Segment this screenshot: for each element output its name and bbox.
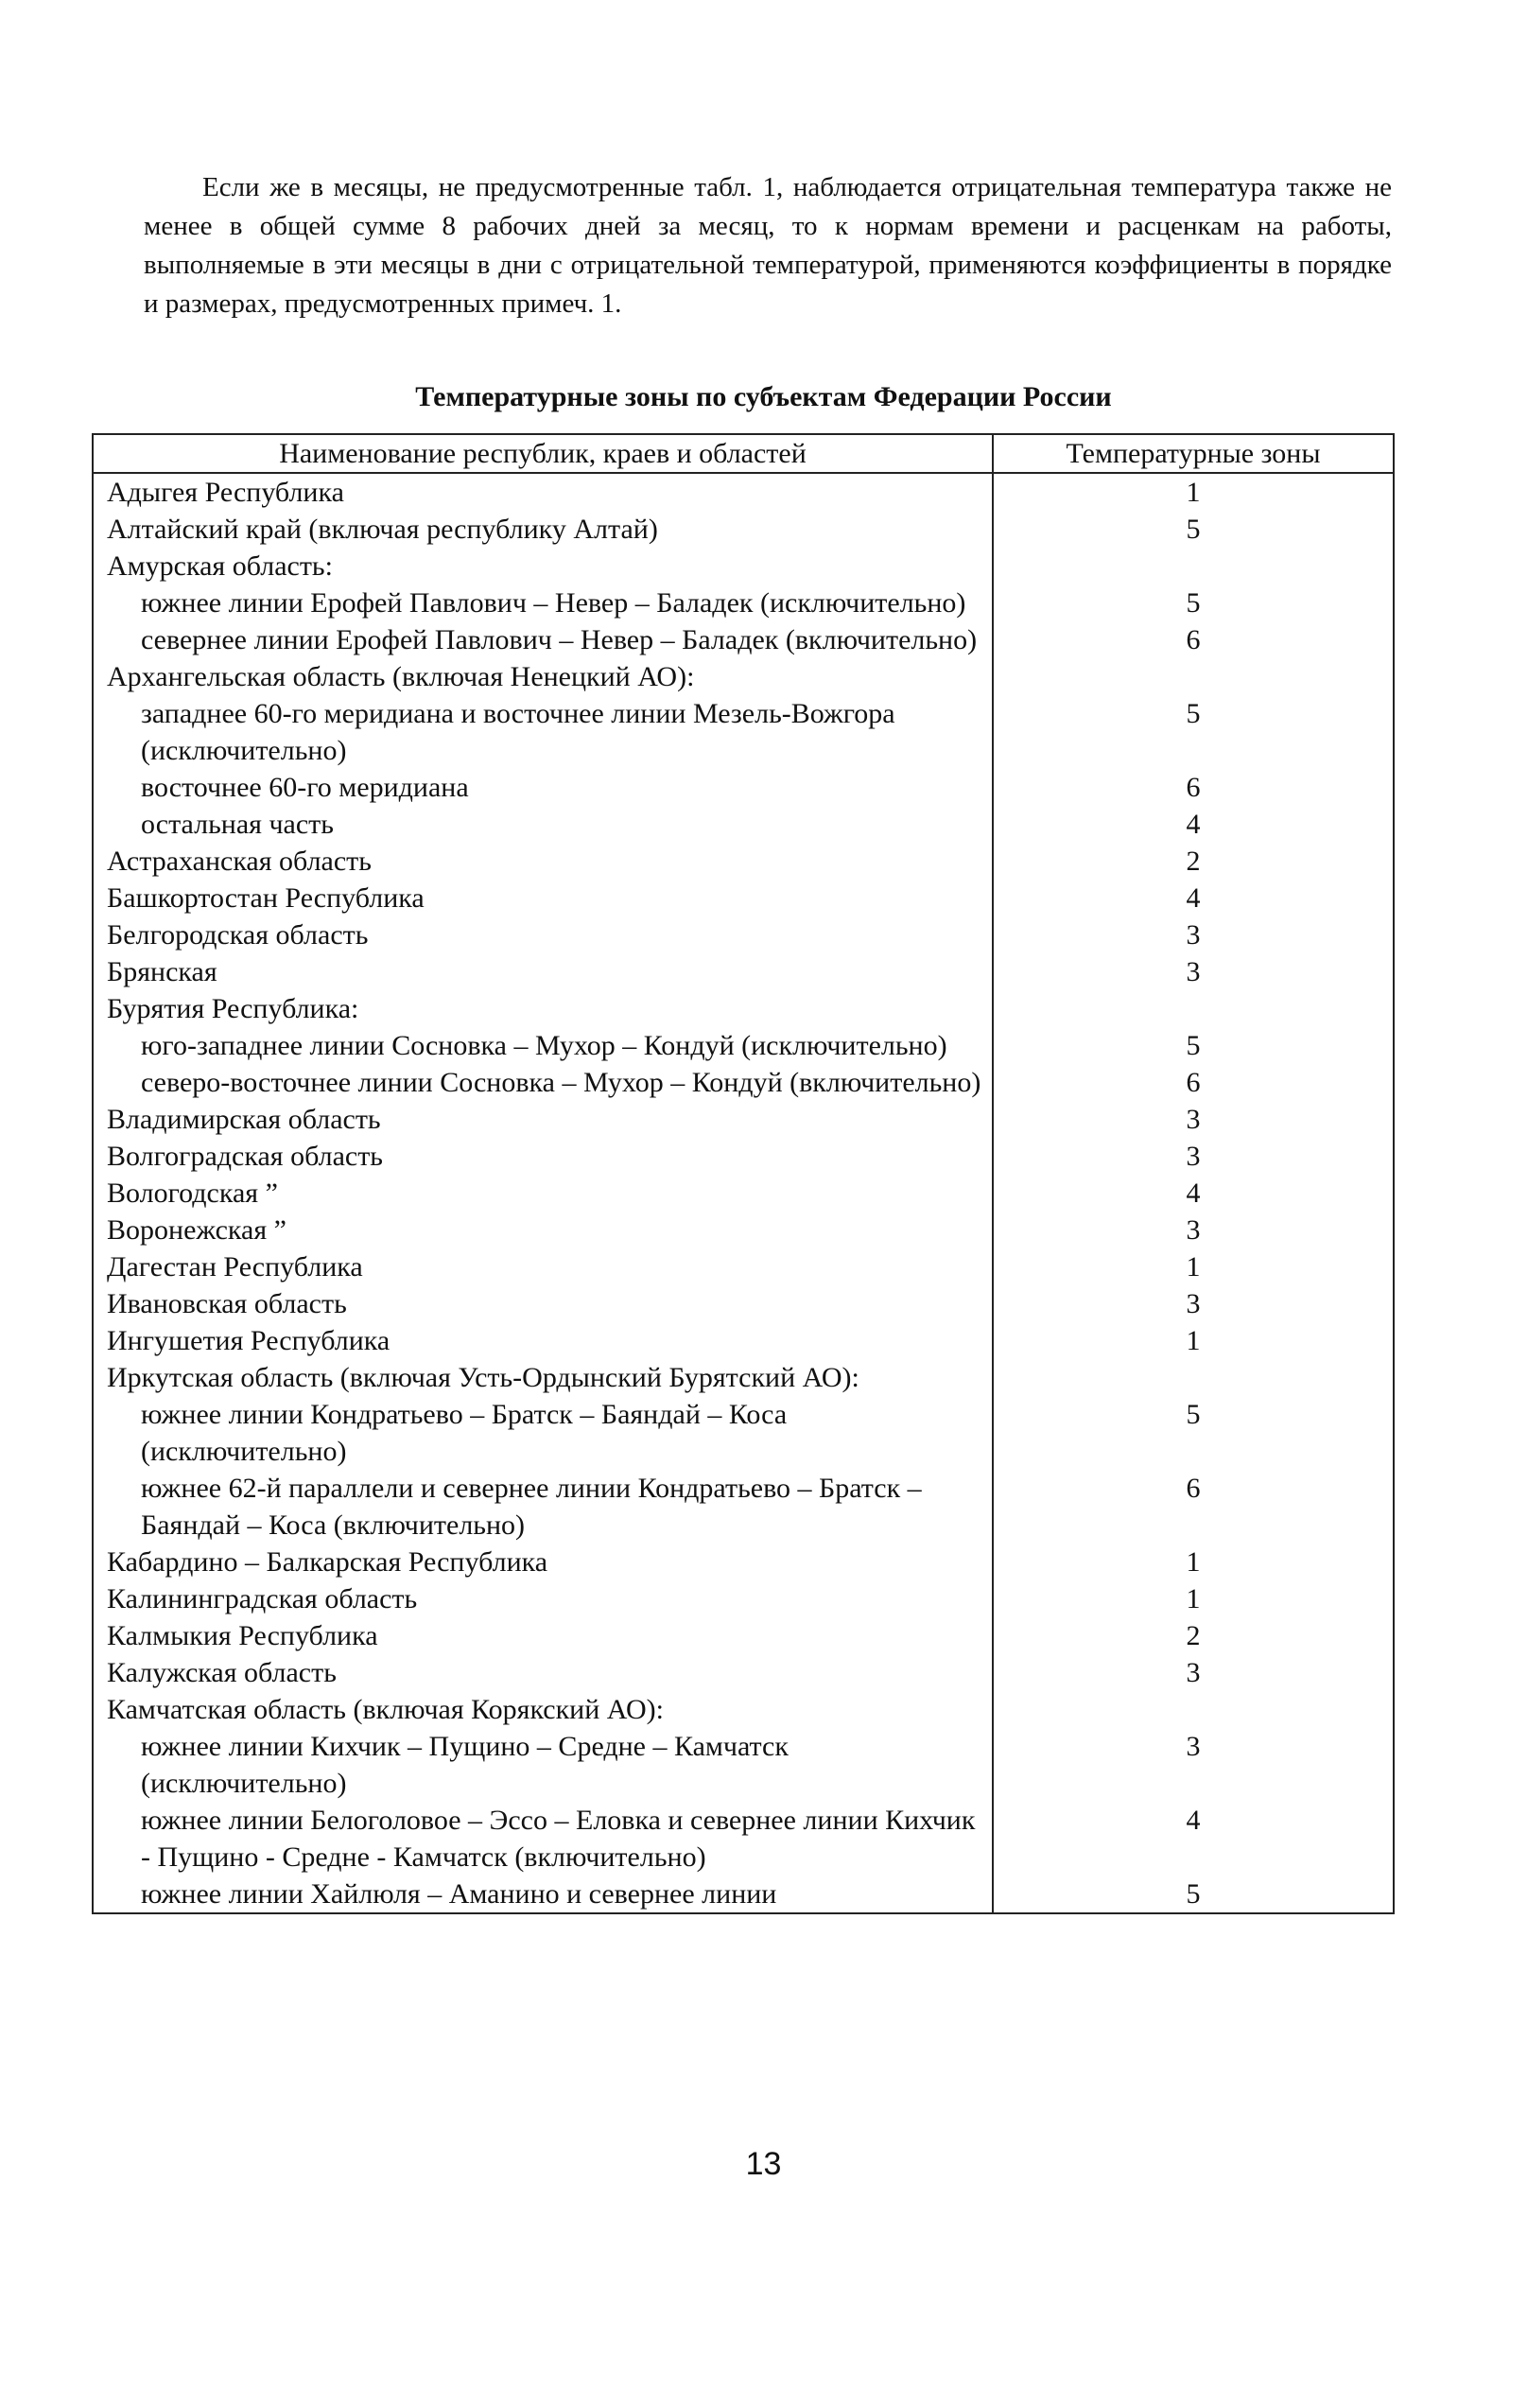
region-name-cell: Ингушетия Республика xyxy=(93,1322,993,1359)
table-body xyxy=(93,473,1394,1913)
zone-value-cell: 2 xyxy=(993,843,1394,880)
zone-value-cell xyxy=(993,548,1394,585)
region-name-cell: Архангельская область (включая Ненецкий АО): xyxy=(93,658,993,695)
zone-value-cell: 6 xyxy=(993,769,1394,806)
table-row xyxy=(93,1802,1394,1876)
zone-value-cell: 5 xyxy=(993,695,1394,769)
region-name-cell: Калужская область xyxy=(93,1654,993,1691)
table-row xyxy=(93,1876,1394,1913)
zone-value-cell: 6 xyxy=(993,621,1394,658)
table-row xyxy=(93,880,1394,916)
table-row xyxy=(93,1138,1394,1175)
zone-value-cell: 3 xyxy=(993,1101,1394,1138)
table-row xyxy=(93,1691,1394,1728)
table-row xyxy=(93,1544,1394,1580)
page-number: 13 xyxy=(745,2146,782,2182)
region-name-cell: южнее 62-й параллели и севернее линии Кондратьево – Братск – Баяндай – Коса (включительно) xyxy=(93,1470,993,1544)
intro-paragraph xyxy=(144,168,1392,323)
region-name-cell: Амурская область: xyxy=(93,548,993,585)
zone-value-cell: 6 xyxy=(993,1470,1394,1544)
region-name-cell: Бурятия Республика: xyxy=(93,990,993,1027)
region-name-cell: южнее линии Кихчик – Пущино – Средне – Камчатск (исключительно) xyxy=(93,1728,993,1802)
zone-value-cell: 4 xyxy=(993,1175,1394,1212)
table-row xyxy=(93,1101,1394,1138)
table-row xyxy=(93,1470,1394,1544)
zone-value-cell xyxy=(993,1691,1394,1728)
zone-value-cell: 6 xyxy=(993,1064,1394,1101)
zone-value-cell: 4 xyxy=(993,806,1394,843)
table-title: Температурные зоны по субъектам Федерации России xyxy=(415,381,1112,412)
zone-value-cell: 3 xyxy=(993,953,1394,990)
region-name-cell: северо-восточнее линии Сосновка – Мухор – Кондуй (включительно) xyxy=(93,1064,993,1101)
zone-value-cell: 3 xyxy=(993,1212,1394,1248)
table-header-row xyxy=(93,434,1394,473)
region-name-cell: Камчатская область (включая Корякский АО): xyxy=(93,1691,993,1728)
region-name-cell: Дагестан Республика xyxy=(93,1248,993,1285)
table-row xyxy=(93,1654,1394,1691)
table-row xyxy=(93,1359,1394,1396)
region-name-cell: Астраханская область xyxy=(93,843,993,880)
region-name-cell: Калининградская область xyxy=(93,1580,993,1617)
table-row xyxy=(93,585,1394,621)
region-name-cell: Калмыкия Республика xyxy=(93,1617,993,1654)
zone-value-cell: 3 xyxy=(993,1728,1394,1802)
intro-text: Если же в месяцы, не предусмотренные табл. 1, наблюдается отрицательная температура также не менее в общей сумме 8 рабочих дней за месяц, то к нормам времени и расценкам на работы, выполняемые в эти месяцы в дни с отрицательной температурой, применяются коэффициенты в порядке и размерах, предусмотренных примеч. 1. xyxy=(144,172,1392,319)
zone-value-cell: 3 xyxy=(993,1138,1394,1175)
table-row xyxy=(93,511,1394,548)
table-row xyxy=(93,1027,1394,1064)
zone-value-cell xyxy=(993,1359,1394,1396)
region-name-cell: остальная часть xyxy=(93,806,993,843)
zone-value-cell: 1 xyxy=(993,1322,1394,1359)
table-row xyxy=(93,658,1394,695)
table-row xyxy=(93,473,1394,511)
table-row xyxy=(93,1175,1394,1212)
table-row xyxy=(93,1396,1394,1470)
zone-value-cell: 2 xyxy=(993,1617,1394,1654)
region-name-cell: Волгоградская область xyxy=(93,1138,993,1175)
zone-value-cell: 1 xyxy=(993,473,1394,511)
temperature-zones-table xyxy=(92,433,1395,1914)
region-name-cell: западнее 60-го меридиана и восточнее линии Мезель-Вожгора (исключительно) xyxy=(93,695,993,769)
region-name-cell: Ивановская область xyxy=(93,1285,993,1322)
table-row xyxy=(93,548,1394,585)
region-name-cell: юго-западнее линии Сосновка – Мухор – Кондуй (исключительно) xyxy=(93,1027,993,1064)
table-row xyxy=(93,621,1394,658)
zone-value-cell: 5 xyxy=(993,585,1394,621)
zone-value-cell xyxy=(993,658,1394,695)
zone-value-cell: 3 xyxy=(993,916,1394,953)
zone-value-cell: 1 xyxy=(993,1544,1394,1580)
table-row xyxy=(93,806,1394,843)
region-name-cell: Брянская xyxy=(93,953,993,990)
region-name-cell: Адыгея Республика xyxy=(93,473,993,511)
region-name-cell: севернее линии Ерофей Павлович – Невер – Баладек (включительно) xyxy=(93,621,993,658)
table-row xyxy=(93,1322,1394,1359)
region-name-cell: южнее линии Ерофей Павлович – Невер – Баладек (исключительно) xyxy=(93,585,993,621)
table-row xyxy=(93,843,1394,880)
zone-value-cell: 5 xyxy=(993,1396,1394,1470)
region-name-cell: Башкортостан Республика xyxy=(93,880,993,916)
region-name-cell: южнее линии Хайлюля – Аманино и севернее линии xyxy=(93,1876,993,1913)
table-row xyxy=(93,990,1394,1027)
table-row xyxy=(93,1617,1394,1654)
column-header-name: Наименование республик, краев и областей xyxy=(93,434,993,473)
table-row xyxy=(93,916,1394,953)
region-name-cell: Вологодская ” xyxy=(93,1175,993,1212)
zone-value-cell: 5 xyxy=(993,511,1394,548)
table-row xyxy=(93,1285,1394,1322)
region-name-cell: Владимирская область xyxy=(93,1101,993,1138)
region-name-cell: Алтайский край (включая республику Алтай) xyxy=(93,511,993,548)
region-name-cell: Белгородская область xyxy=(93,916,993,953)
zone-value-cell: 5 xyxy=(993,1876,1394,1913)
table-row xyxy=(93,1212,1394,1248)
zone-value-cell: 1 xyxy=(993,1248,1394,1285)
region-name-cell: Иркутская область (включая Усть-Ордынский Бурятский АО): xyxy=(93,1359,993,1396)
zone-value-cell: 3 xyxy=(993,1654,1394,1691)
region-name-cell: южнее линии Белоголовое – Эссо – Еловка и севернее линии Кихчик - Пущино - Средне - Камчатск (включительно) xyxy=(93,1802,993,1876)
table-row xyxy=(93,1580,1394,1617)
zone-value-cell: 1 xyxy=(993,1580,1394,1617)
zone-value-cell: 5 xyxy=(993,1027,1394,1064)
table-row xyxy=(93,1248,1394,1285)
table-row xyxy=(93,1064,1394,1101)
column-header-zone: Температурные зоны xyxy=(993,434,1394,473)
table-row xyxy=(93,953,1394,990)
zone-value-cell: 3 xyxy=(993,1285,1394,1322)
region-name-cell: южнее линии Кондратьево – Братск – Баяндай – Коса (исключительно) xyxy=(93,1396,993,1470)
table-row xyxy=(93,769,1394,806)
region-name-cell: Кабардино – Балкарская Республика xyxy=(93,1544,993,1580)
zone-value-cell: 4 xyxy=(993,1802,1394,1876)
zone-value-cell xyxy=(993,990,1394,1027)
region-name-cell: восточнее 60-го меридиана xyxy=(93,769,993,806)
table-row xyxy=(93,1728,1394,1802)
zone-value-cell: 4 xyxy=(993,880,1394,916)
region-name-cell: Воронежская ” xyxy=(93,1212,993,1248)
table-row xyxy=(93,695,1394,769)
